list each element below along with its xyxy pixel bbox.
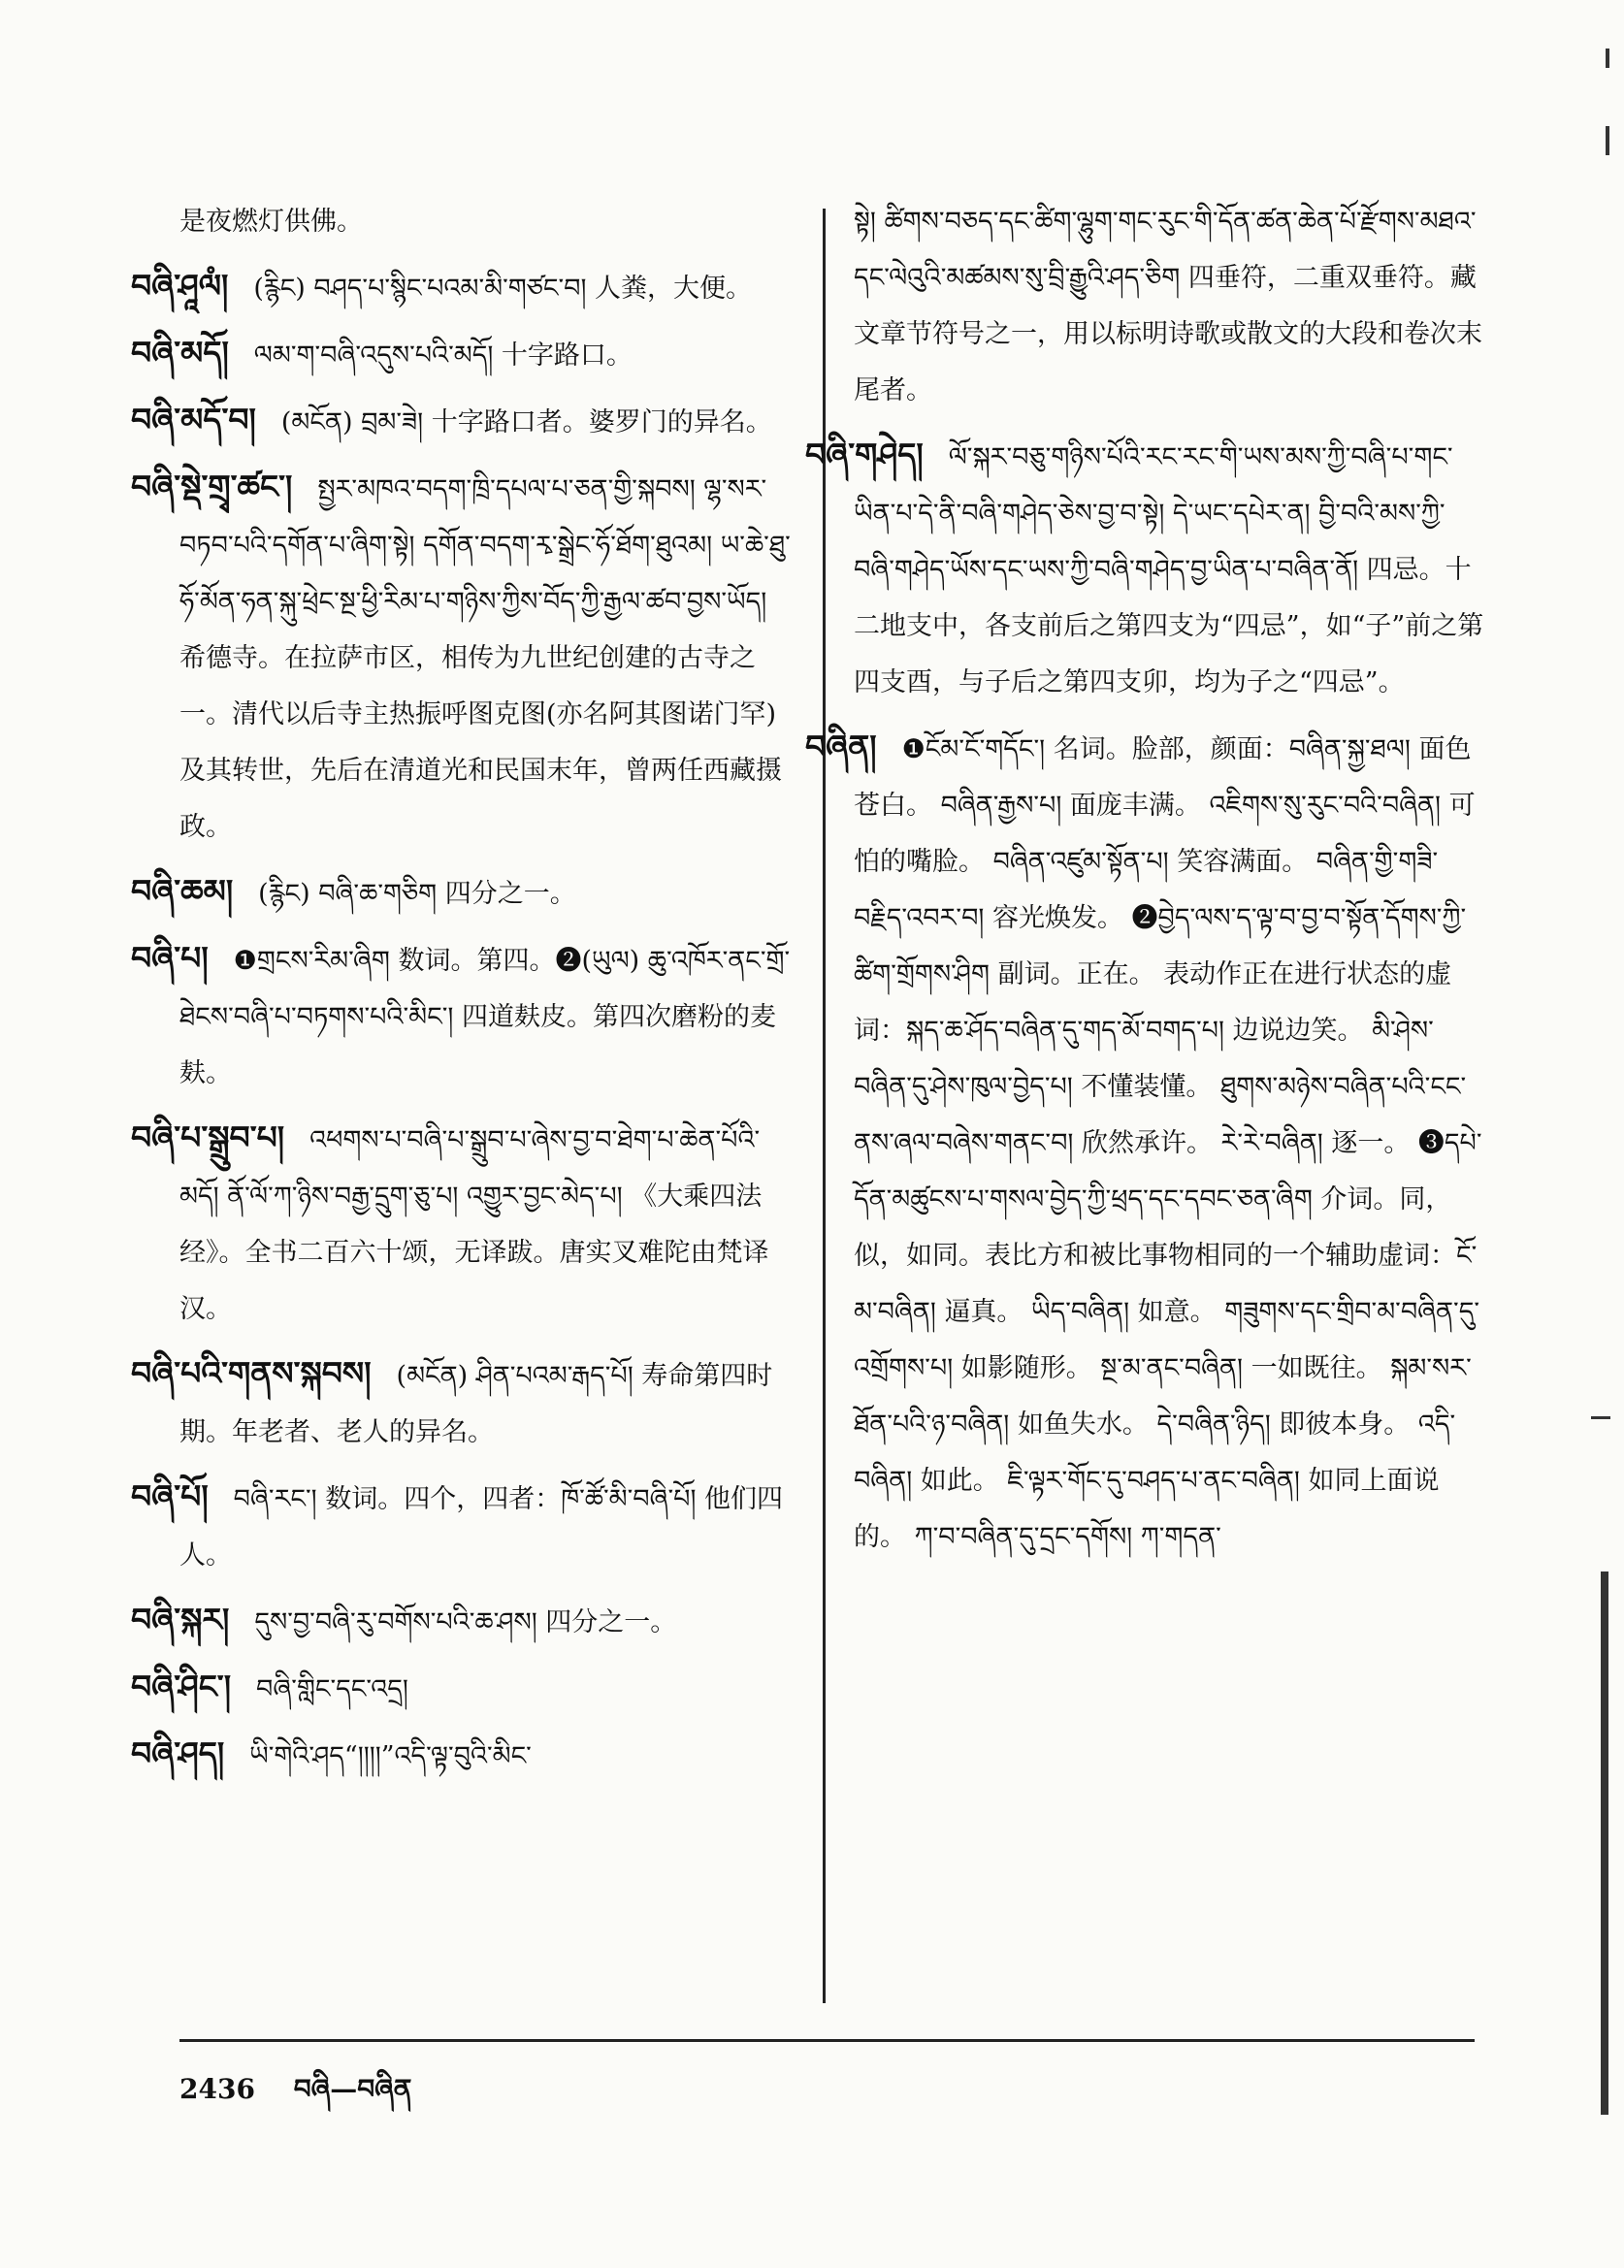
entry-definition: ལོ་སྐར་བཅུ་གཉིས་པོའི་རང་རང་གི་ཡས་མས་ཀྱི་བཞི་པ་གང་ཡིན་པ་དེ་ནི་བཞི་གཤེད་ཅེས་བྱ་བ་སྟེ། དེ་ཡང་དཔེར་ན། བྱི་བའི་མས་ཀྱི་བཞི་གཤེད་ཡོས་དང་ཡས་ཀྱི་བཞི་གཤེད་བྱ་ཡིན་པ་བཞིན་ནོ། 四忌。十二地支中，各支前后之第四支为“四忌”，如“子”前之第四支酉，与子后之第四支卯，均为子之“四忌”。 xyxy=(854,442,1484,697)
entry-definition: (མངོན) བྲམ་ཟེ། 十字路口者。婆罗门的异名。 xyxy=(280,407,772,437)
entry-headword: བཞི་པ་སྒྲུབ་པ། xyxy=(131,1118,285,1156)
left-entry xyxy=(131,1469,796,1584)
entry-definition: སྟེ། ཚིགས་བཅད་དང་ཚིག་ལྷུག་གང་རུང་གི་དོན་ཚན་ཆེན་པོ་རྫོགས་མཐའ་དང་ལེའུའི་མཚམས་སུ་བྲི་རྒྱུའི་ཤད་ཅིག 四垂符，二重双垂符。藏文章节符号之一，用以标明诗歌或散文的大段和卷次末尾者。 xyxy=(854,207,1482,405)
right-entry xyxy=(805,427,1484,711)
page-range: བཞི—བཞིན xyxy=(293,2073,412,2105)
entry-headword: བཞི་ཆམ། xyxy=(131,872,234,910)
entry-headword: བཞི་ཤིང་། xyxy=(131,1668,232,1705)
entry-definition: ❶གྲངས་རིམ་ཞིག 数词。第四。❷(ཡུལ) ཆུ་འཁོར་ནང་གྲོ་ཐེངས་བཞི་པ་བཏགས་པའི་མིང་། 四道麸皮。第四次磨粉的麦麸。 xyxy=(179,946,791,1088)
left-entry xyxy=(131,1110,796,1338)
scan-edge-mark xyxy=(1606,126,1609,155)
left-entry xyxy=(131,1592,796,1651)
left-entry xyxy=(131,930,796,1102)
left-entry xyxy=(131,258,796,317)
footer-rule xyxy=(179,2039,1475,2042)
left-entry xyxy=(131,863,796,923)
column-divider xyxy=(823,209,826,2003)
entry-headword: བཞི་པ། xyxy=(131,939,209,977)
entry-definition: (རྙིང) བཞི་ཆ་གཅིག 四分之一。 xyxy=(258,879,576,909)
page-footer xyxy=(179,2058,440,2135)
entry-definition: (རྙིང) བཤད་པ་སྙིང་པའམ་མི་གཙང་བ། 人粪，大便。 xyxy=(253,274,753,304)
entry-definition: ❶ངོམ་ངོ་གདོང་། 名词。脸部，颜面：བཞིན་སྐྱ་ཐལ། 面色苍白。 བཞིན་རྒྱས་པ། 面庞丰满。 འཇིགས་སུ་རུང་བའི་བཞིན། 可怕的嘴脸。 བཞིན་འཛུམ་སྟོན་པ། 笑容满面。 བཞིན་གྱི་གཟི་བརྗིད་འབར་བ། 容光焕发。 ❷བྱེད་ལས་ད་ལྟ་བ་བྱ་བ་སྟོན་དོགས་ཀྱི་ཚིག་གྲོགས་ཤིག 副词。正在。 表动作正在进行状态的虚词：སྐད་ཆ་ཤོད་བཞིན་དུ་གད་མོ་བགད་པ། 边说边笑。 མི་ཤེས་བཞིན་དུ་ཤེས་ཁུལ་བྱེད་པ། 不懂装懂。 ཐུགས་མཉེས་བཞིན་པའི་ངང་ནས་ཞལ་བཞེས་གནང་བ། 欣然承许。 རེ་རེ་བཞིན། 逐一。 ❸དཔེ་དོན་མཚུངས་པ་གསལ་བྱེད་ཀྱི་ཕྲད་དང་དབང་ཅན་ཞིག 介词。同，似，如同。表比方和被比事物相同的一个辅助虚词：ངོ་མ་བཞིན། 逼真。 ཡིད་བཞིན། 如意。 གཟུགས་དང་གྲིབ་མ་བཞིན་དུ་འགྲོགས་པ། 如影随形。 སྔ་མ་ནང་བཞིན། 一如既往。 སྐམ་སར་ཐོན་པའི་ཉ་བཞིན། 如鱼失水。 དེ་བཞིན་ཉིད། 即彼本身。 འདི་བཞིན། 如此。 ཇི་ལྟར་གོང་དུ་བཤད་པ་ནང་བཞིན། 如同上面说的。 ཀ་བ་བཞིན་དུ་དྲང་དགོས། ཀ་གདན་ xyxy=(854,734,1482,1552)
right-entry xyxy=(805,719,1484,1566)
left-column xyxy=(131,194,796,1793)
left-entry xyxy=(131,1345,796,1461)
entry-headword: བཞི་མདོ་བ། xyxy=(131,401,256,438)
scan-edge-mark xyxy=(1601,1571,1608,2115)
left-entry xyxy=(131,325,796,384)
entry-headword: བཞི་གཤེད། xyxy=(805,436,924,473)
entry-headword: བཞི་པའི་གནས་སྐབས། xyxy=(131,1354,372,1392)
left-entry xyxy=(131,392,796,451)
scan-edge-mark xyxy=(1591,1416,1610,1419)
entry-headword: བཞི་མདོ། xyxy=(131,334,229,372)
entry-definition: དུས་བྱ་བཞི་རུ་བགོས་པའི་ཆ་ཤས། 四分之一。 xyxy=(254,1607,677,1637)
scan-edge-mark xyxy=(1606,49,1609,68)
entry-headword: བཞི་ཤཱལཾ། xyxy=(131,267,229,305)
right-entry xyxy=(854,194,1484,419)
entry-definition: ལམ་ག་བཞི་འདུས་པའི་མདོ། 十字路口。 xyxy=(253,340,633,371)
left-entry xyxy=(179,194,796,250)
entry-headword: བཞི་སྡེ་གྲྭ་ཚང་། xyxy=(131,468,293,505)
entry-definition: བཞི་རང་། 数词。四个，四者：ཁོ་ཚོ་མི་བཞི་པོ། 他们四 人。 xyxy=(179,1484,784,1571)
entry-definition: འཕགས་པ་བཞི་པ་སྒྲུབ་པ་ཞེས་བྱ་བ་ཐེག་པ་ཆེན་པོའི་མདོ། ནོ་ལོ་ཀ་ཉིས་བརྒྱ་དྲུག་ཅུ་པ། འགྱུར་བྱང་མེད་པ། 《大乘四法经》。全书二百六十颂，无译跋。唐实叉难陀由梵译汉。 xyxy=(179,1125,769,1324)
entry-headword: བཞི་སྐར། xyxy=(131,1601,230,1638)
entry-definition: ཡི་གེའི་ཤད“།།།།”འདི་ལྟ་བུའི་མིང་ xyxy=(249,1741,532,1771)
right-column xyxy=(805,194,1484,1573)
entry-headword: བཞི་ཤད། xyxy=(131,1734,225,1772)
entry-definition: (མངོན) ཤིན་པའམ་རྒད་པོ། 寿命第四时期。年老者、老人的异名。 xyxy=(179,1361,773,1447)
entry-definition: 是夜燃灯供佛。 xyxy=(179,207,363,237)
left-entry xyxy=(131,1659,796,1718)
entry-headword: བཞིན། xyxy=(805,728,877,765)
entry-definition: སྤྱར་མཁའ་བདག་ཁྲི་དཔལ་པ་ཅན་གྱི་སྐབས། ལྷ་སར་བཏབ་པའི་དགོན་པ་ཞིག་སྟེ། དགོན་བདག་རྭ་སྒྲེང་ཧོ་ཐོག་ཐུའམ། ཡ་ཆེ་ཐུ་ཧོ་མོན་ཧན་སྐུ་ཕྲེང་སྔ་ཕྱི་རིམ་པ་གཉིས་ཀྱིས་བོད་ཀྱི་རྒྱལ་ཚབ་བྱས་ཡོད། 希德寺。在拉萨市区，相传为九世纪创建的古寺之一。清代以后寺主热振呼图克图(亦名阿其图诺门罕)及其转世，先后在清道光和民国末年，曾两任西藏摄政。 xyxy=(179,474,791,842)
entry-headword: བཞི་པོ། xyxy=(131,1477,209,1515)
entry-definition: བཞི་གླིང་དང་འདྲ། xyxy=(256,1674,408,1704)
page-number: 2436 xyxy=(179,2073,255,2105)
left-entry xyxy=(131,1726,796,1785)
left-entry xyxy=(131,459,796,856)
